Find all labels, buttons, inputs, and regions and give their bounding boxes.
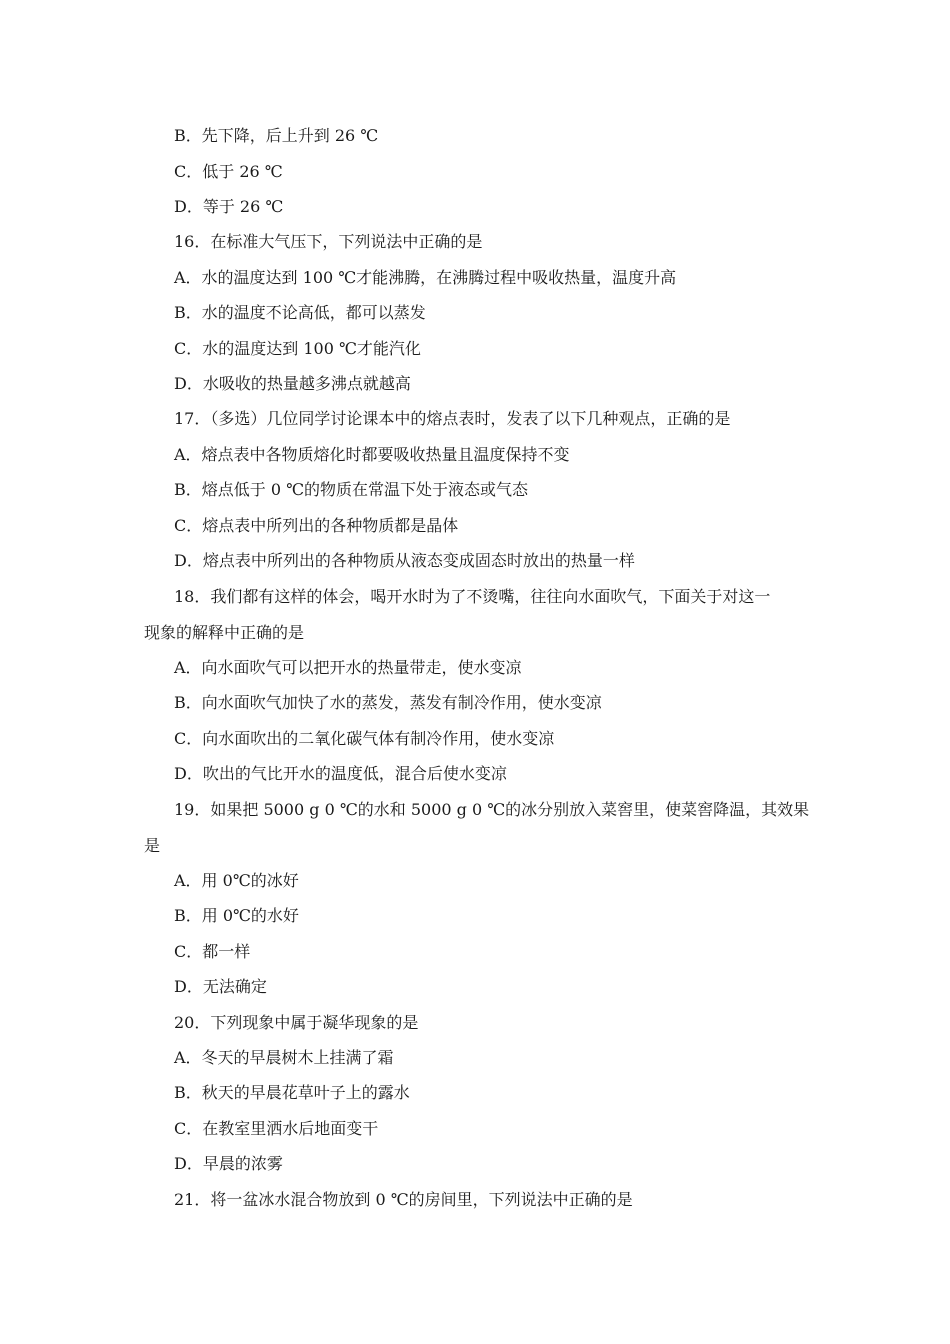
option-d-q20: D．早晨的浓雾 [174, 1154, 283, 1173]
question-18-continued: 现象的解释中正确的是 [144, 623, 305, 642]
option-c-q15: C．低于 26 ℃ [174, 162, 283, 181]
option-a-q17: A．熔点表中各物质熔化时都要吸收热量且温度保持不变 [174, 445, 570, 464]
option-c-q16: C．水的温度达到 100 ℃才能汽化 [174, 339, 421, 358]
question-17: 17．（多选）几位同学讨论课本中的熔点表时，发表了以下几种观点，正确的是 [174, 409, 731, 428]
option-b-q19: B．用 0℃的水好 [174, 906, 299, 925]
option-c-q18: C．向水面吹出的二氧化碳气体有制冷作用，使水变凉 [174, 729, 555, 748]
option-d-q17: D．熔点表中所列出的各种物质从液态变成固态时放出的热量一样 [174, 551, 635, 570]
option-b-q17: B．熔点低于 0 ℃的物质在常温下处于液态或气态 [174, 480, 529, 499]
option-b-q16: B．水的温度不论高低，都可以蒸发 [174, 303, 426, 322]
option-d-q18: D．吹出的气比开水的温度低，混合后使水变凉 [174, 764, 507, 783]
option-a-q19: A．用 0℃的冰好 [174, 871, 299, 890]
question-19: 19．如果把 5000 g 0 ℃的水和 5000 g 0 ℃的冰分别放入菜窖里，使菜窖降温，其效果 [174, 800, 810, 819]
question-18: 18．我们都有这样的体会，喝开水时为了不烫嘴，往往向水面吹气，下面关于对这一 [174, 587, 771, 606]
option-a-q20: A．冬天的早晨树木上挂满了霜 [174, 1048, 394, 1067]
option-b-q18: B．向水面吹气加快了水的蒸发，蒸发有制冷作用，使水变凉 [174, 693, 602, 712]
option-c-q20: C．在教室里洒水后地面变干 [174, 1119, 379, 1138]
option-d-q19: D．无法确定 [174, 977, 267, 996]
option-d-q15: D．等于 26 ℃ [174, 197, 284, 216]
question-21: 21．将一盆冰水混合物放到 0 ℃的房间里，下列说法中正确的是 [174, 1190, 633, 1209]
option-d-q16: D．水吸收的热量越多沸点就越高 [174, 374, 411, 393]
option-c-q17: C．熔点表中所列出的各种物质都是晶体 [174, 516, 459, 535]
option-c-q19: C．都一样 [174, 942, 251, 961]
question-16: 16．在标准大气压下，下列说法中正确的是 [174, 232, 483, 251]
question-19-continued: 是 [144, 836, 161, 855]
option-b-q20: B．秋天的早晨花草叶子上的露水 [174, 1083, 410, 1102]
option-b-q15: B．先下降，后上升到 26 ℃ [174, 126, 379, 145]
option-a-q18: A．向水面吹气可以把开水的热量带走，使水变凉 [174, 658, 522, 677]
question-20: 20．下列现象中属于凝华现象的是 [174, 1013, 419, 1032]
option-a-q16: A．水的温度达到 100 ℃才能沸腾，在沸腾过程中吸收热量，温度升高 [174, 268, 677, 287]
